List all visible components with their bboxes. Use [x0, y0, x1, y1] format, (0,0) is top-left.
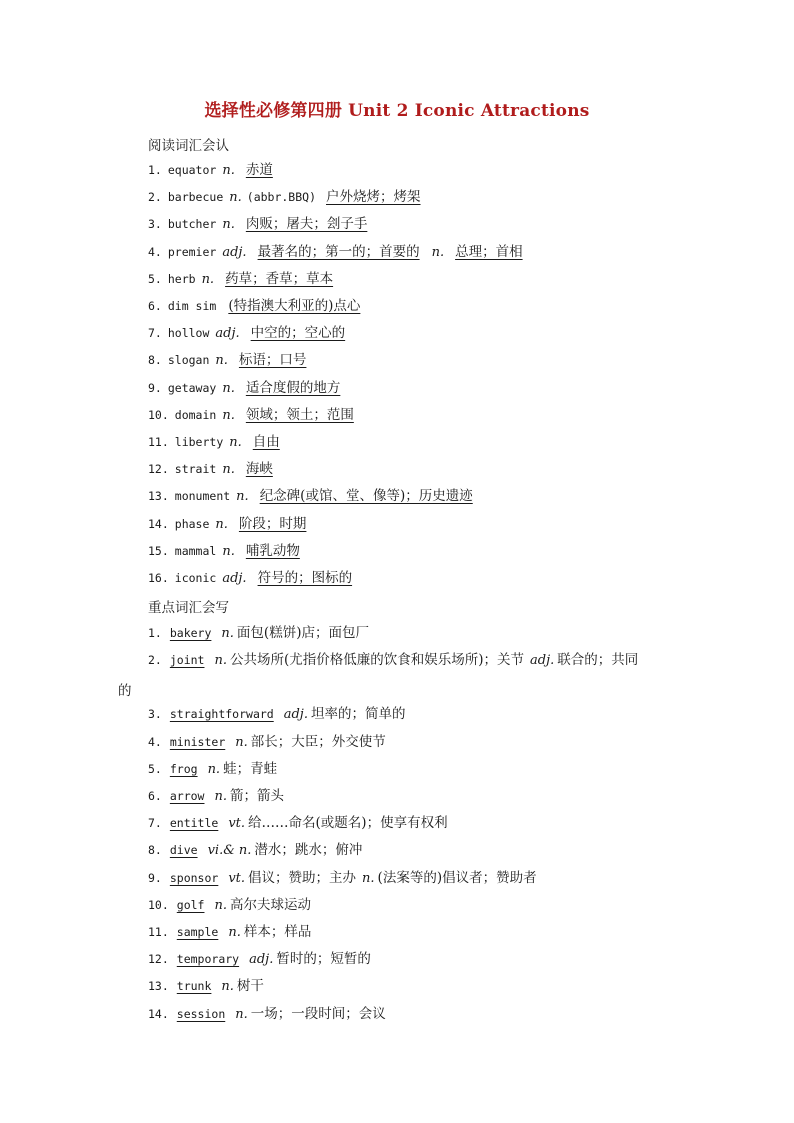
item-number: 14. — [148, 1006, 169, 1021]
item-number: 9. — [148, 870, 162, 885]
writing-item — [148, 705, 405, 724]
part-of-speech: n. — [229, 435, 242, 450]
page-title: 选择性必修第四册 Unit 2 Iconic Attractions — [204, 101, 590, 121]
item-number: 6. — [148, 299, 162, 313]
part-of-speech: adj. — [215, 326, 240, 342]
vocab-word: phase — [174, 516, 210, 531]
answer-blank: 最著名的；第一的；首要的 — [257, 243, 420, 260]
answer-blank-2: 总理；首相 — [455, 243, 523, 260]
item-number: 15. — [148, 543, 169, 558]
item-number: 4. — [148, 734, 162, 749]
part-of-speech: n. — [222, 380, 235, 396]
part-of-speech: n. — [201, 271, 215, 287]
item-number: 10. — [148, 897, 169, 912]
answer-blank: arrow — [169, 789, 205, 803]
writing-item — [148, 977, 264, 996]
writing-item — [148, 950, 371, 969]
item-number: 7. — [148, 326, 162, 341]
meaning: 高尔夫球运动 — [230, 896, 311, 913]
vocab-word: strait — [174, 462, 217, 477]
meaning: 一场；一段时间；会议 — [250, 1005, 386, 1022]
writing-section-heading: 重点词汇会写 — [148, 600, 229, 616]
reading-item — [148, 161, 279, 180]
answer-blank: temporary — [176, 952, 240, 967]
answer-blank: 肉贩；屠夫；刽子手 — [245, 216, 368, 233]
vocab-word: herb — [167, 271, 196, 286]
meaning: 倡议；赞助；主办 — [248, 869, 357, 886]
answer-blank: (特指澳大利亚的)点心 — [228, 298, 361, 314]
item-number: 3. — [148, 707, 162, 722]
answer-blank: 标语；口号 — [238, 352, 307, 369]
vocab-word: monument — [174, 489, 231, 504]
part-of-speech: n. — [214, 789, 227, 804]
part-of-speech: n. — [235, 1006, 248, 1022]
reading-item — [148, 542, 306, 561]
writing-item — [148, 1005, 386, 1024]
item-number: 12. — [148, 952, 169, 967]
vocab-word: barbecue — [167, 190, 224, 205]
writing-item — [148, 869, 537, 888]
item-number: 6. — [148, 789, 162, 803]
part-of-speech: adj. — [249, 952, 274, 968]
item-number: 1. — [148, 626, 162, 640]
answer-blank: 阶段；时期 — [238, 515, 307, 532]
item-number: 13. — [148, 979, 169, 994]
meaning: 坦率的；简单的 — [310, 706, 406, 723]
answer-blank: bakery — [169, 626, 212, 640]
answer-blank: joint — [169, 653, 205, 668]
reading-item — [148, 433, 286, 452]
vocab-word: getaway — [167, 380, 217, 395]
item-number: 1. — [148, 163, 162, 177]
part-of-speech: vt. — [228, 816, 246, 832]
part-of-speech: n. — [215, 353, 228, 369]
answer-blank: 海峡 — [245, 461, 273, 478]
meaning: 公共场所(尤指价格低廉的饮食和娱乐场所)；关节 — [230, 652, 525, 669]
reading-item — [148, 569, 358, 588]
answer-blank: trunk — [176, 979, 212, 994]
part-of-speech: n. — [222, 543, 235, 559]
item-number: 10. — [148, 407, 169, 422]
meaning: 面包(糕饼)店；面包厂 — [236, 625, 369, 641]
reading-item — [148, 243, 529, 262]
vocab-word: dim sim — [167, 299, 217, 313]
part-of-speech: vi.& n. — [207, 843, 252, 859]
answer-blank: golf — [176, 897, 205, 912]
part-of-speech-2: n. — [431, 244, 445, 260]
part-of-speech: adj. — [222, 571, 247, 586]
part-of-speech: n. — [215, 516, 228, 532]
answer-blank: frog — [169, 761, 198, 776]
part-of-speech: adj. — [283, 707, 308, 723]
abbreviation: (abbr.BBQ) — [246, 190, 317, 205]
meaning-2: (法案等的)倡议者；赞助者 — [377, 869, 537, 886]
item-number: 9. — [148, 380, 162, 395]
item-number: 4. — [148, 244, 162, 259]
meaning: 部长；大臣；外交使节 — [250, 733, 386, 750]
meaning: 潜水；跳水；俯冲 — [254, 842, 363, 859]
reading-item — [148, 297, 366, 315]
answer-blank: dive — [169, 843, 198, 858]
part-of-speech-2: adj. — [530, 653, 555, 669]
vocab-word: liberty — [174, 435, 224, 449]
item-number: 11. — [148, 925, 169, 939]
vocab-word: mammal — [174, 543, 217, 558]
part-of-speech: n. — [222, 217, 235, 233]
answer-blank: 符号的；图标的 — [257, 570, 353, 586]
writing-item — [148, 651, 638, 670]
part-of-speech: n. — [221, 979, 234, 995]
writing-item — [148, 923, 311, 942]
meaning: 给……命名(或题名)；使享有权利 — [248, 815, 448, 832]
vocab-word: hollow — [167, 326, 210, 341]
answer-blank: 赤道 — [245, 162, 273, 178]
writing-item — [148, 733, 386, 752]
part-of-speech: vt. — [228, 870, 246, 886]
reading-item — [148, 270, 339, 289]
item-number: 8. — [148, 353, 162, 368]
answer-blank: 自由 — [252, 434, 280, 450]
writing-item — [148, 787, 284, 806]
meaning: 树干 — [236, 978, 264, 995]
reading-item — [148, 515, 312, 534]
answer-blank: 适合度假的地方 — [245, 379, 341, 396]
item-number: 3. — [148, 217, 162, 232]
answer-blank: 药草；香草；草本 — [225, 270, 334, 287]
answer-blank: minister — [169, 734, 226, 749]
vocab-word: slogan — [167, 353, 210, 368]
meaning-2: 联合的；共同 — [557, 652, 639, 669]
meaning: 箭；箭头 — [230, 788, 284, 804]
part-of-speech: n. — [222, 163, 235, 178]
writing-item — [148, 760, 277, 779]
writing-item — [148, 624, 369, 643]
part-of-speech-2: n. — [362, 870, 375, 886]
part-of-speech: n. — [207, 761, 221, 777]
meaning: 暂时的；短暂的 — [276, 951, 371, 968]
part-of-speech: n. — [221, 626, 234, 641]
answer-blank: 中空的；空心的 — [250, 325, 346, 342]
reading-item — [148, 215, 373, 234]
part-of-speech: n. — [236, 489, 249, 505]
vocab-word: iconic — [174, 571, 217, 585]
reading-item — [148, 406, 360, 425]
reading-section-heading: 阅读词汇会认 — [148, 138, 229, 154]
item-number: 8. — [148, 843, 162, 858]
part-of-speech: adj. — [222, 244, 247, 260]
item-number: 7. — [148, 816, 162, 831]
part-of-speech: n. — [235, 734, 248, 750]
answer-blank: 纪念碑(或馆、堂、像等)；历史遗迹 — [259, 488, 473, 505]
reading-item — [148, 351, 312, 370]
reading-item — [148, 379, 346, 398]
meaning: 蛙；青蛙 — [223, 760, 278, 777]
answer-blank: straightforward — [169, 707, 274, 722]
answer-blank: sponsor — [169, 870, 219, 885]
part-of-speech: n. — [229, 190, 242, 206]
item-number: 5. — [148, 761, 162, 776]
item-number: 16. — [148, 571, 169, 585]
item-number: 12. — [148, 462, 169, 477]
reading-item — [148, 460, 279, 479]
answer-blank: session — [176, 1006, 226, 1021]
item-number: 2. — [148, 653, 162, 668]
answer-blank: 哺乳动物 — [245, 542, 300, 559]
answer-blank: 户外烧烤；烤架 — [326, 189, 421, 206]
part-of-speech: n. — [228, 925, 241, 940]
reading-item — [148, 487, 479, 506]
part-of-speech: n. — [222, 407, 235, 423]
reading-item — [148, 324, 351, 343]
part-of-speech: n. — [222, 462, 235, 478]
writing-item — [148, 814, 448, 833]
reading-item — [148, 188, 427, 207]
part-of-speech: n. — [214, 897, 227, 913]
part-of-speech: n. — [214, 653, 227, 669]
item-number: 2. — [148, 190, 162, 205]
meaning: 样本；样品 — [243, 924, 312, 940]
vocab-word: premier — [167, 244, 217, 259]
item-number: 5. — [148, 271, 162, 286]
answer-blank: 领域；领土；范围 — [245, 406, 354, 423]
answer-blank: entitle — [169, 816, 219, 831]
writing-item — [148, 896, 311, 915]
writing-item-2-continuation: 的 — [118, 683, 132, 699]
item-number: 13. — [148, 489, 169, 504]
answer-blank: sample — [176, 925, 219, 939]
writing-item — [148, 841, 362, 860]
vocab-word: butcher — [167, 217, 217, 232]
vocab-word: domain — [174, 407, 217, 422]
item-number: 14. — [148, 516, 169, 531]
vocab-word: equator — [167, 163, 217, 177]
item-number: 11. — [148, 435, 169, 449]
